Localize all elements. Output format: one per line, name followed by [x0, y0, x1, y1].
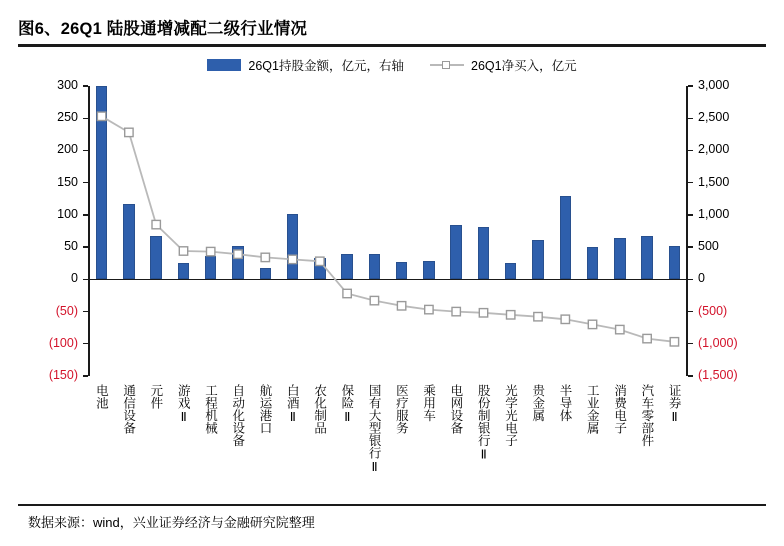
right-axis-tick-label: 3,000: [698, 78, 730, 92]
right-axis-tick-label: (1,000): [698, 335, 738, 350]
right-axis-tick-label: 500: [698, 239, 719, 254]
category-label: 国有大型银行Ⅱ: [367, 384, 382, 474]
left-axis-tick-label: (150): [48, 368, 78, 382]
right-axis-tick-label: (500): [698, 303, 728, 318]
category-label: 航运港口: [258, 384, 273, 434]
category-label: 汽车零部件: [639, 384, 654, 447]
chart-legend: [0, 56, 784, 74]
right-axis-tick: [688, 343, 693, 344]
right-axis-tick-label: 2,500: [698, 110, 730, 125]
category-label: 医疗服务: [394, 384, 409, 434]
category-label: 元件: [148, 384, 163, 409]
right-axis-tick: [688, 279, 693, 280]
category-label: 消费电子: [612, 384, 627, 434]
source-note: 数据来源：wind，兴业证券经济与金融研究院整理: [28, 515, 315, 530]
category-label: 证券Ⅱ: [667, 384, 682, 424]
left-axis-tick-label: 150: [57, 174, 78, 189]
footer-divider: [18, 504, 766, 506]
right-axis-tick: [688, 150, 693, 151]
category-label: 光学光电子: [503, 384, 518, 447]
category-label: 贵金属: [530, 384, 545, 422]
category-label: 工程机械: [203, 384, 218, 434]
left-axis-tick-label: (50): [55, 303, 78, 318]
category-label: 工业金属: [585, 384, 600, 434]
legend-bar-label: 26Q1持股金额，亿元，右轴: [248, 59, 404, 73]
category-label: 通信设备: [121, 384, 136, 434]
right-axis-tick-label: (1,500): [698, 368, 738, 382]
category-label: 电池: [94, 384, 109, 409]
category-label: 自动化设备: [230, 384, 245, 447]
left-axis-tick-label: (100): [48, 335, 78, 350]
category-label: 农化制品: [312, 384, 327, 434]
plot-area: [48, 78, 738, 474]
left-axis-tick-label: 100: [57, 206, 78, 221]
right-axis-tick-label: 1,500: [698, 174, 730, 189]
page-title: [18, 10, 766, 44]
right-axis-tick-label: 0: [698, 271, 705, 286]
right-axis-tick-label: 1,000: [698, 206, 730, 221]
legend-line-swatch: [430, 59, 464, 71]
right-axis-tick: [688, 311, 693, 312]
left-axis-tick-label: 50: [64, 239, 78, 254]
page-title-text: 图6、26Q1 陆股通增减配二级行业情况: [18, 20, 308, 38]
right-axis-tick: [688, 246, 693, 247]
left-axis-tick-label: 200: [57, 142, 78, 157]
category-label: 游戏Ⅱ: [176, 384, 191, 424]
category-label: 保险Ⅱ: [339, 384, 354, 424]
left-axis-tick-label: 0: [71, 271, 78, 286]
category-label: 白酒Ⅱ: [285, 384, 300, 424]
category-label: 半导体: [558, 384, 573, 422]
left-axis-tick-label: 300: [57, 78, 78, 92]
left-axis-tick-label: 250: [57, 110, 78, 125]
legend-item-bar: [207, 56, 404, 74]
right-axis-tick: [688, 118, 693, 119]
right-axis-tick: [688, 214, 693, 215]
right-axis-tick-label: 2,000: [698, 142, 730, 157]
legend-item-line: [430, 56, 577, 74]
category-label: 乘用车: [421, 384, 436, 422]
legend-line-label: 26Q1净买入，亿元: [471, 59, 577, 73]
right-axis-tick: [688, 182, 693, 183]
right-axis-tick: [688, 375, 693, 376]
category-label: 股份制银行Ⅱ: [476, 384, 491, 462]
category-label: 电网设备: [448, 384, 463, 434]
right-axis-tick: [688, 85, 693, 86]
title-divider: [18, 44, 766, 47]
legend-bar-swatch: [207, 59, 241, 71]
net-buy-line: [88, 86, 688, 376]
